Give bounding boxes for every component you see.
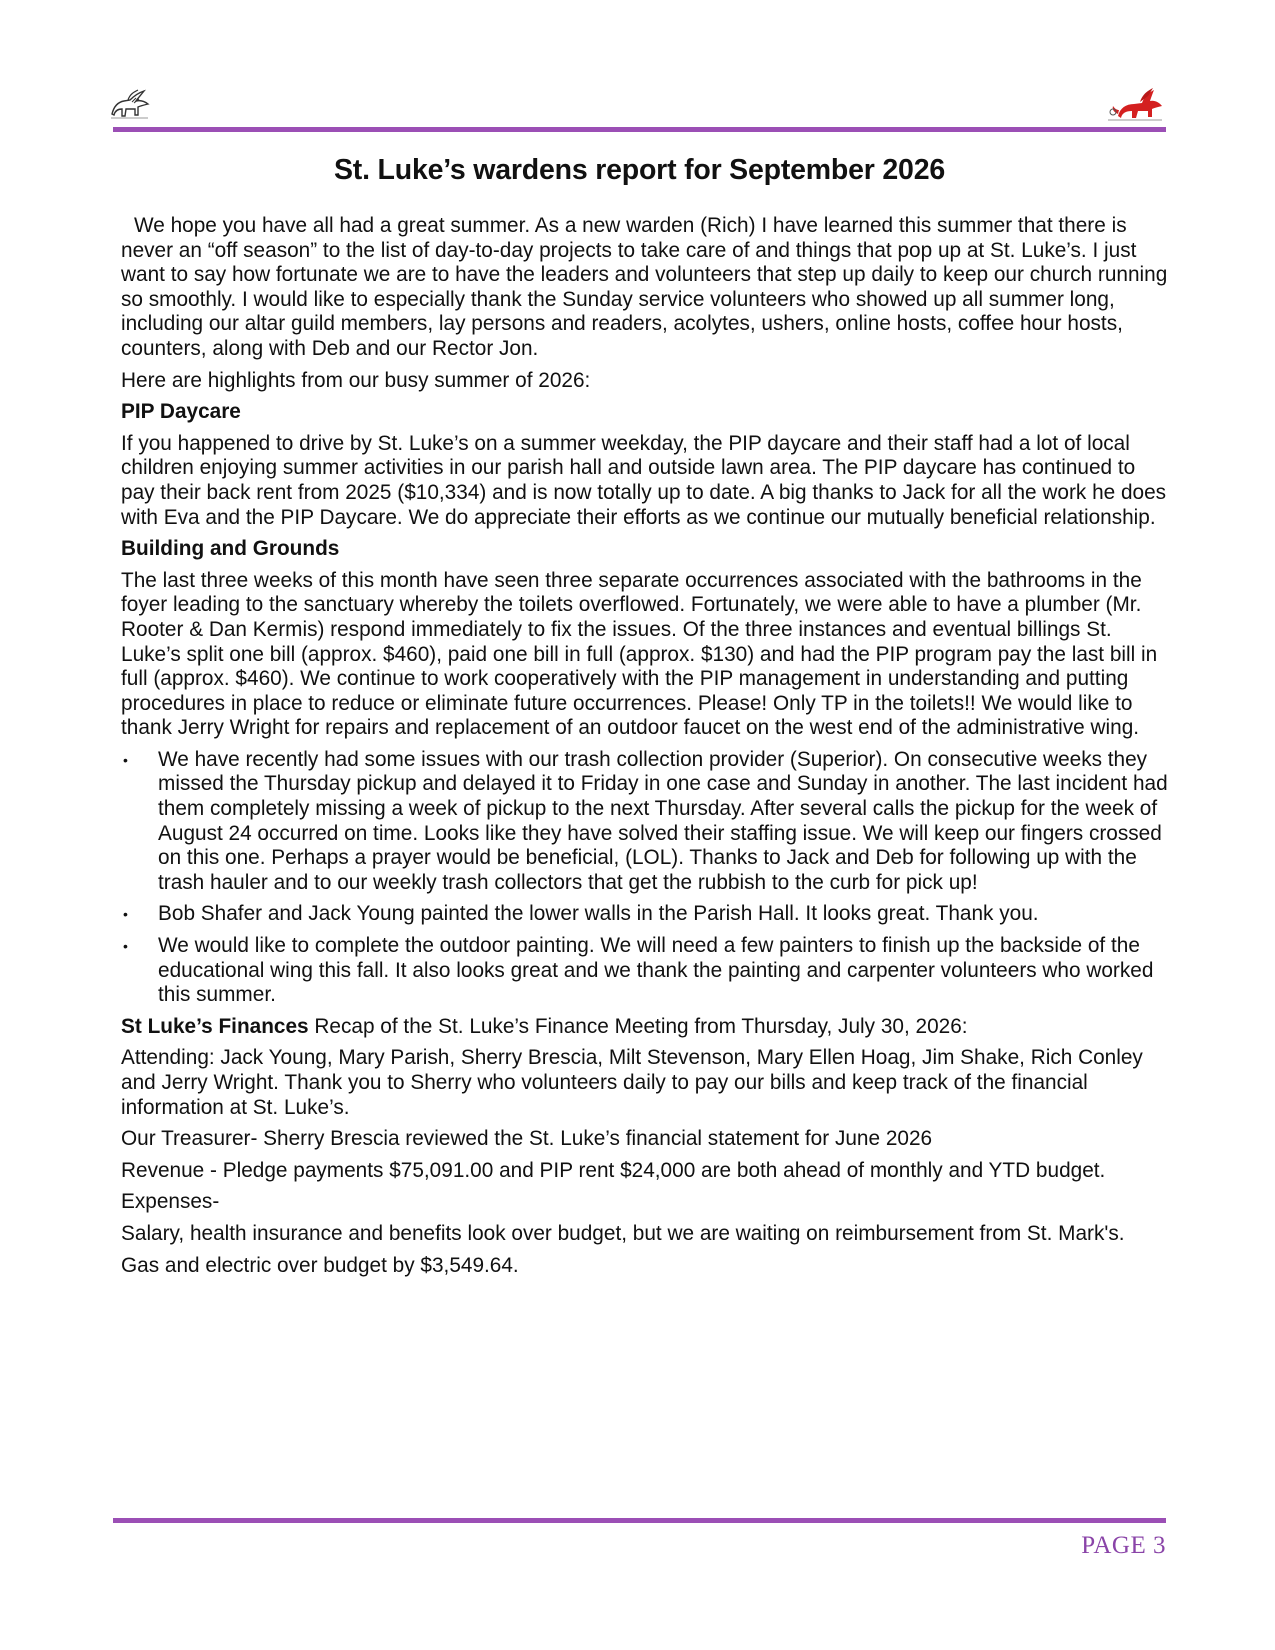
salary-paragraph: Salary, health insurance and benefits look over budget, but we are waiting on reimbursement from St. Mark's. <box>121 1221 1125 1245</box>
expenses-label: Expenses- <box>121 1190 220 1214</box>
bullet-icon: • <box>123 751 128 768</box>
finances-intro <box>121 1015 1171 1040</box>
highlights-intro: Here are highlights from our busy summer of 2026: <box>121 368 591 392</box>
revenue-paragraph: Revenue - Pledge payments $75,091.00 and PIP rent $24,000 are both ahead of monthly and YTD budget. <box>121 1158 1106 1182</box>
list-item <box>121 934 1171 1008</box>
gas-paragraph: Gas and electric over budget by $3,549.64. <box>121 1253 519 1277</box>
bottom-divider <box>113 1518 1166 1523</box>
attending-paragraph: Attending: Jack Young, Mary Parish, Sherry Brescia, Milt Stevenson, Mary Ellen Hoag, Jim Shake, Rich Conley and Jerry Wright. Thank you to Sherry who volunteers daily to pay our bills and keep track of the financial information at St. Luke’s. <box>121 1046 1143 1119</box>
treasurer-paragraph: Our Treasurer- Sherry Brescia reviewed the St. Luke’s financial statement for June 2026 <box>121 1127 933 1151</box>
pip-paragraph: If you happened to drive by St. Luke’s on a summer weekday, the PIP daycare and their staff had a lot of local children enjoying summer activities in our parish hall and outside lawn area. The PIP daycare has continued to pay their back rent from 2025 ($10,334) and is now totally up to date. A big thanks to Jack for all the work he does with Eva and the PIP Daycare. We do appreciate their efforts as we continue our mutually beneficial relationship. <box>121 431 1167 529</box>
bullet-text: We would like to complete the outdoor painting. We will need a few painters to finish up the backside of the educational wing this fall. It also looks great and we thank the painting and carpenter volunteers who worked this summer. <box>158 934 1154 1007</box>
list-item <box>121 902 1171 927</box>
intro-paragraph: We hope you have all had a great summer. As a new warden (Rich) I have learned this summer that there is never an “off season” to the list of day-to-day projects to take care of and things that pop up at St. Luke’s. I just want to say how fortunate we are to have the leaders and volunteers that step up daily to keep our church running so smoothly. I would like to especially thank the Sunday service volunteers who showed up all summer long, including our altar guild members, lay persons and readers, acolytes, ushers, online hosts, coffee hour hosts, counters, along with Deb and our Rector Jon. <box>121 214 1168 360</box>
bullet-icon: • <box>123 906 128 923</box>
winged-ox-icon <box>108 88 152 122</box>
finances-heading: St Luke’s Finances <box>121 1014 309 1038</box>
bullet-text: We have recently had some issues with our trash collection provider (Superior). On consecutive weeks they missed the Thursday pickup and delayed it to Friday in one case and Sunday in another. The last incident had them completely missing a week of pickup to the next Thursday. After several calls the pickup for the week of August 24 occurred on time. Looks like they have solved their staffing issue. We will keep our fingers crossed on this one. Perhaps a prayer would be beneficial, (LOL). Thanks to Jack and Deb for following up with the trash hauler and to our weekly trash collectors that get the rubbish to the curb for pick up! <box>158 747 1168 894</box>
page-title: St. Luke’s wardens report for September 2026 <box>333 154 946 186</box>
grounds-heading: Building and Grounds <box>121 537 340 561</box>
report-body <box>121 214 1171 1285</box>
list-item <box>121 748 1171 896</box>
grounds-paragraph: The last three weeks of this month have seen three separate occurrences associated with the bathrooms in the foyer leading to the sanctuary whereby the toilets overflowed. Fortunately, we were able to have a plumber (Mr. Rooter & Dan Kermis) respond immediately to fix the issues. Of the three instances and eventual billings St. Luke’s split one bill (approx. $460), paid one bill in full (approx. $130) and had the PIP program pay the last bill in full (approx. $460). We continue to work cooperatively with the PIP management in understanding and putting procedures in place to reduce or eliminate future occurrences. Please! Only TP in the toilets!! We would like to thank Jerry Wright for repairs and replacement of an outdoor faucet on the west end of the administrative wing. <box>121 568 1158 740</box>
top-divider <box>113 127 1166 132</box>
pip-heading: PIP Daycare <box>121 400 241 424</box>
grounds-bullet-list <box>121 748 1171 1008</box>
page-number: PAGE 3 <box>1081 1532 1166 1559</box>
finances-heading-rest: Recap of the St. Luke’s Finance Meeting from Thursday, July 30, 2026: <box>308 1014 968 1038</box>
red-winged-lion-icon <box>1104 86 1166 124</box>
bullet-text: Bob Shafer and Jack Young painted the lower walls in the Parish Hall. It looks great. Thank you. <box>158 902 1039 926</box>
page-header <box>108 86 1166 126</box>
bullet-icon: • <box>123 938 128 955</box>
